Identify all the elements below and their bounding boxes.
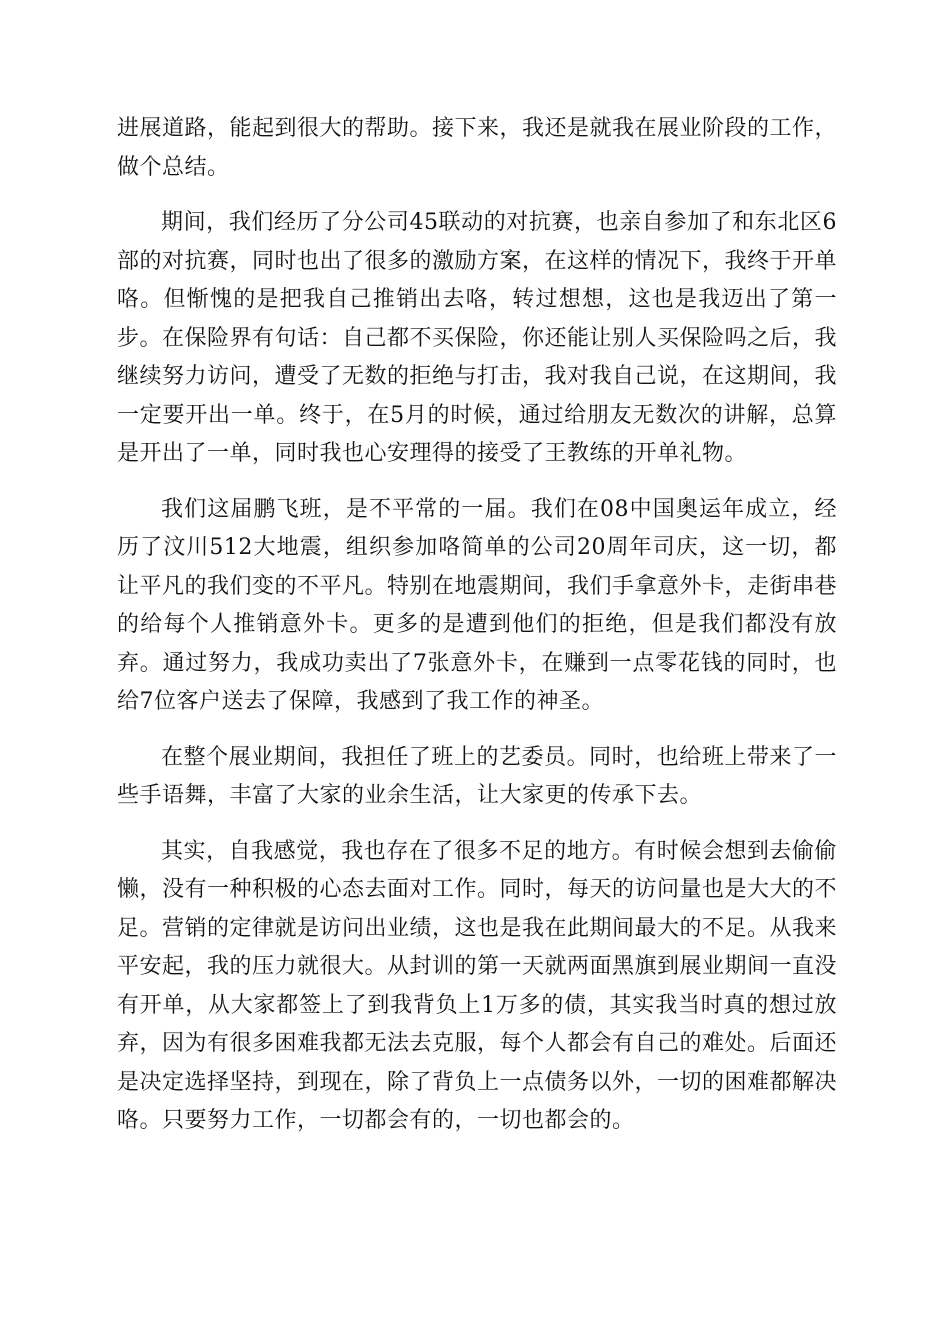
paragraph-1: 进展道路，能起到很大的帮助。接下来，我还是就我在展业阶段的工作，做个总结。 — [117, 116, 838, 180]
document-page — [117, 110, 837, 1158]
paragraph-4: 在整个展业期间，我担任了班上的艺委员。同时，也给班上带来了一些手语舞，丰富了大家的业余生活，让大家更的传承下去。 — [117, 744, 837, 808]
paragraph-2: 期间，我们经历了分公司45联动的对抗赛，也亲自参加了和东北区6部的对抗赛，同时也出了很多的激励方案，在这样的情况下，我终于开单咯。但惭愧的是把我自己推销出去咯，转过想想，这也是我迈出了第一步。在保险界有句话：自己都不买保险，你还能让别人买保险吗之后，我继续努力访问，遭受了无数的拒绝与打击，我对我自己说，在这期间，我一定要开出一单。终于，在5月的时候，通过给朋友无数次的讲解，总算是开出了一单，同时我也心安理得的接受了王教练的开单礼物。 — [117, 210, 838, 466]
paragraph-5: 其实，自我感觉，我也存在了很多不足的地方。有时候会想到去偷偷懒，没有一种积极的心态去面对工作。同时，每天的访问量也是大大的不足。营销的定律就是访问出业绩，这也是我在此期间最大的不足。从我来平安起，我的压力就很大。从封训的第一天就两面黑旗到展业期间一直没有开单，从大家都签上了到我背负上1万多的债，其实我当时真的想过放弃，因为有很多困难我都无法去克服，每个人都会有自己的难处。后面还是决定选择坚持，到现在，除了背负上一点债务以外，一切的困难都解决咯。只要努力工作，一切都会有的，一切也都会的。 — [117, 838, 838, 1133]
paragraph-3: 我们这届鹏飞班，是不平常的一届。我们在08中国奥运年成立，经历了汶川512大地震，组织参加咯简单的公司20周年司庆，这一切，都让平凡的我们变的不平凡。特别在地震期间，我们手拿意外卡，走街串巷的给每个人推销意外卡。更多的是遭到他们的拒绝，但是我们都没有放弃。通过努力，我成功卖出了7张意外卡，在赚到一点零花钱的同时，也给7位客户送去了保障，我感到了我工作的神圣。 — [117, 496, 838, 714]
